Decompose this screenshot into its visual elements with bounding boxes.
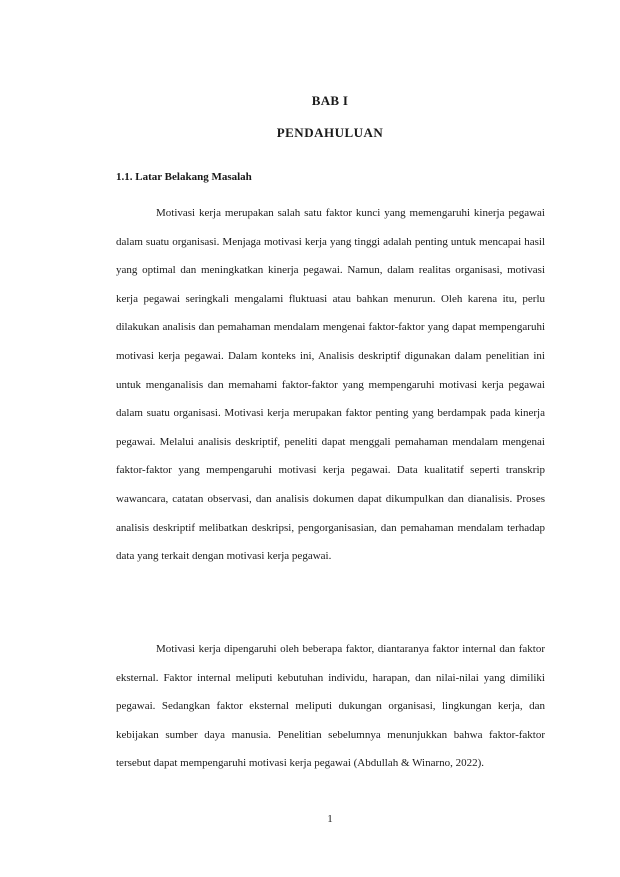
body-paragraph: Motivasi kerja dipengaruhi oleh beberapa faktor, diantaranya faktor internal dan faktor eksternal. Faktor internal meliputi kebutuhan individu, harapan, dan nilai-nilai yang dimiliki pegawai. Sedangkan faktor eksternal meliputi dukungan organisasi, lingkungan kerja, dan kebijakan sumber daya manusia. Penelitian sebelumnya menunjukkan bahwa faktor-faktor tersebut dapat mempengaruhi motivasi kerja pegawai (Abdullah & Winarno, 2022). xyxy=(116,643,545,770)
chapter-title: PENDAHULUAN xyxy=(276,125,384,140)
section-heading: 1.1. Latar Belakang Masalah xyxy=(116,171,252,183)
page-number: 1 xyxy=(327,813,333,825)
chapter-number: BAB I xyxy=(311,93,349,108)
body-paragraph: Motivasi kerja merupakan salah satu faktor kunci yang memengaruhi kinerja pegawai dalam suatu organisasi. Menjaga motivasi kerja yang tinggi adalah penting untuk mencapai hasil yang optimal dan meningkatkan kinerja pegawai. Namun, dalam realitas organisasi, motivasi kerja pegawai seringkali mengalami fluktuasi atau bahkan menurun. Oleh karena itu, perlu dilakukan analisis dan pemahaman mendalam mengenai faktor-faktor yang dapat mempengaruhi motivasi kerja pegawai. Dalam konteks ini, Analisis deskriptif digunakan dalam penelitian ini untuk menganalisis dan memahami faktor-faktor yang mempengaruhi motivasi kerja pegawai dalam suatu organisasi. Motivasi kerja merupakan faktor penting yang berdampak pada kinerja pegawai. Melalui analisis deskriptif, peneliti dapat menggali pemahaman mendalam mengenai faktor-faktor yang mempengaruhi motivasi kerja pegawai. Data kualitatif seperti transkrip wawancara, catatan observasi, dan analisis dokumen dapat dikumpulkan dan dianalisis. Proses analisis deskriptif melibatkan deskripsi, pengorganisasian, dan pemahaman mendalam terhadap data yang terkait dengan motivasi kerja pegawai. xyxy=(116,207,545,563)
